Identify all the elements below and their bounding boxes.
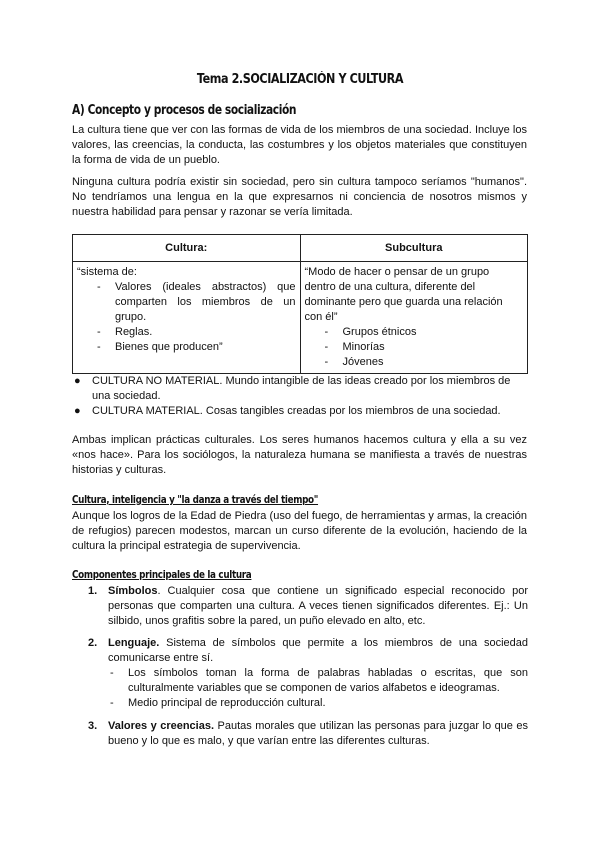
- list-item: - Jóvenes: [305, 355, 524, 370]
- item-text: Sistema de símbolos que permite a los miembros de una sociedad comunicarse entre sí.: [108, 637, 528, 664]
- table-header-subcultura: Subcultura: [300, 235, 528, 262]
- components-item-2: [88, 636, 528, 711]
- components-item-1: [88, 584, 528, 629]
- cultura-types-list: [72, 374, 527, 419]
- subcultura-list: [305, 325, 524, 370]
- table-row: [73, 262, 528, 374]
- table-header-row: [73, 235, 528, 262]
- cultura-intro: “sistema de:: [77, 266, 137, 278]
- lenguaje-sublist: [88, 666, 528, 711]
- item-text: Pautas morales que utilizan las personas para juzgar lo que es bueno y lo que es malo, y que varían entre las diferentes culturas.: [108, 720, 529, 747]
- cultura-subcultura-table: [72, 234, 528, 374]
- bullet-icon: ●: [74, 405, 81, 417]
- list-item: - Valores (ideales abstractos) que comparten los miembros de un grupo.: [77, 280, 296, 325]
- list-item: ● CULTURA MATERIAL. Cosas tangibles creadas por los miembros de una sociedad.: [74, 405, 501, 417]
- list-item: - Minorías: [305, 340, 524, 355]
- list-item: - Reglas.: [77, 325, 296, 340]
- components-item-3: [88, 719, 528, 749]
- list-item: - Los símbolos toman la forma de palabras habladas o escritas, que son culturalmente variables que se componen de varios alfabetos e ideogramas.: [88, 666, 528, 696]
- paragraph-edad-de-piedra: Aunque los logros de la Edad de Piedra (uso del fuego, de herramientas y armas, la creación de refugios) parecen modestos, marcan un curso diferente de la evolución, haciendo de la cultura la principal estrategia de supervivencia.: [72, 510, 527, 552]
- item-number: 2.: [88, 637, 98, 649]
- subcultura-intro: “Modo de hacer o pensar de un grupo dentro de una cultura, diferente del dominante pero que guarda una relación con él”: [304, 266, 503, 323]
- page-title: Tema 2.SOCIALIZACIÓN Y CULTURA: [196, 72, 404, 87]
- table-cell-subcultura: [300, 262, 528, 374]
- table-header-cultura: Cultura:: [73, 235, 301, 262]
- item-number: 1.: [88, 585, 98, 597]
- cultura-list: [77, 280, 296, 355]
- paragraph-practicas-culturales: Ambas implican prácticas culturales. Los seres humanos hacemos cultura y ella a su vez «nos hace». Para los sociólogos, la naturaleza humana se manifiesta a través de nuestras historias y culturas.: [72, 434, 527, 476]
- list-item: - Medio principal de reproducción cultural.: [88, 696, 528, 711]
- list-item: ● CULTURA NO MATERIAL. Mundo intangible de las ideas creado por los miembros de una sociedad.: [74, 375, 511, 402]
- item-number: 3.: [88, 720, 98, 732]
- paragraph-sin-sociedad: Ninguna cultura podría existir sin sociedad, pero sin cultura tampoco seríamos "humanos". No tendríamos una lengua en la que expresarnos ni conciencia de nosotros mismos y nuestra habilidad para pensar y razonar se vería limitada.: [72, 176, 527, 218]
- section-a-heading: A) Concepto y procesos de socialización: [72, 103, 297, 118]
- table-cell-cultura: [73, 262, 301, 374]
- list-item: - Bienes que producen”: [77, 340, 296, 355]
- section-c-heading: Componentes principales de la cultura: [72, 568, 252, 581]
- item-text: . Cualquier cosa que contiene un significado especial reconocido por personas que comparten una cultura. A veces tienen significados diferentes. Ej.: Un silbido, unos grafitis sobre la pared, un puño elevado en alto, etc.: [108, 585, 528, 627]
- item-term: Símbolos: [108, 585, 158, 597]
- paragraph-cultura-definition: La cultura tiene que ver con las formas de vida de los miembros de una sociedad. Incluye los valores, las creencias, la conducta, las costumbres y los objetos materiales que constituyen la forma de vida de un pueblo.: [72, 124, 527, 166]
- section-b-heading: Cultura, inteligencia y "la danza a través del tiempo": [72, 493, 319, 506]
- bullet-icon: ●: [74, 375, 81, 387]
- list-item: - Grupos étnicos: [305, 325, 524, 340]
- item-term: Valores y creencias.: [108, 720, 215, 732]
- item-term: Lenguaje.: [108, 637, 160, 649]
